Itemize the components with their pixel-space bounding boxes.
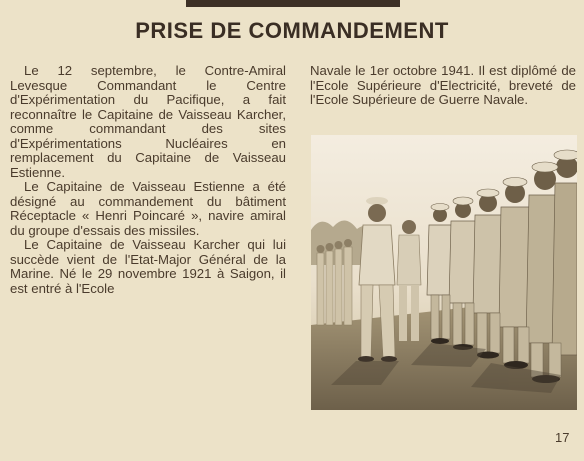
- article-paragraph-1: Le 12 septembre, le Contre-Amiral Levesque Commandant le Centre d'Expérimentation du Pacifique, a fait reconnaître le Capitaine de Vaisseau Karcher, comme commandant des sites d'Expérimentations Nucléaires en remplacement du Capitaine de Vaisseau Estienne.: [10, 63, 286, 180]
- article-column-right: [310, 64, 576, 108]
- article-paragraph-2: Le Capitaine de Vaisseau Estienne a été désigné au commandement du bâtiment Réceptacle « Henri Poincaré », navire amiral du groupe d'essais des missiles.: [10, 179, 286, 238]
- article-continuation: Navale le 1er octobre 1941. Il est diplômé de l'Ecole Supérieure d'Electricité, breveté de l'Ecole Supérieure de Guerre Navale.: [310, 63, 576, 107]
- ceremony-photo: [311, 135, 577, 410]
- top-rule: [186, 0, 400, 7]
- article-paragraph-3: Le Capitaine de Vaisseau Karcher qui lui succède vient de l'Etat-Major Général de la Marine. Né le 29 novembre 1921 à Saigon, il est entré à l'Ecole: [10, 237, 286, 296]
- ceremony-photo-image: [311, 135, 577, 410]
- page-number: 17: [555, 430, 570, 445]
- article-column-left: [10, 64, 286, 296]
- article-title: PRISE DE COMMANDEMENT: [135, 18, 449, 43]
